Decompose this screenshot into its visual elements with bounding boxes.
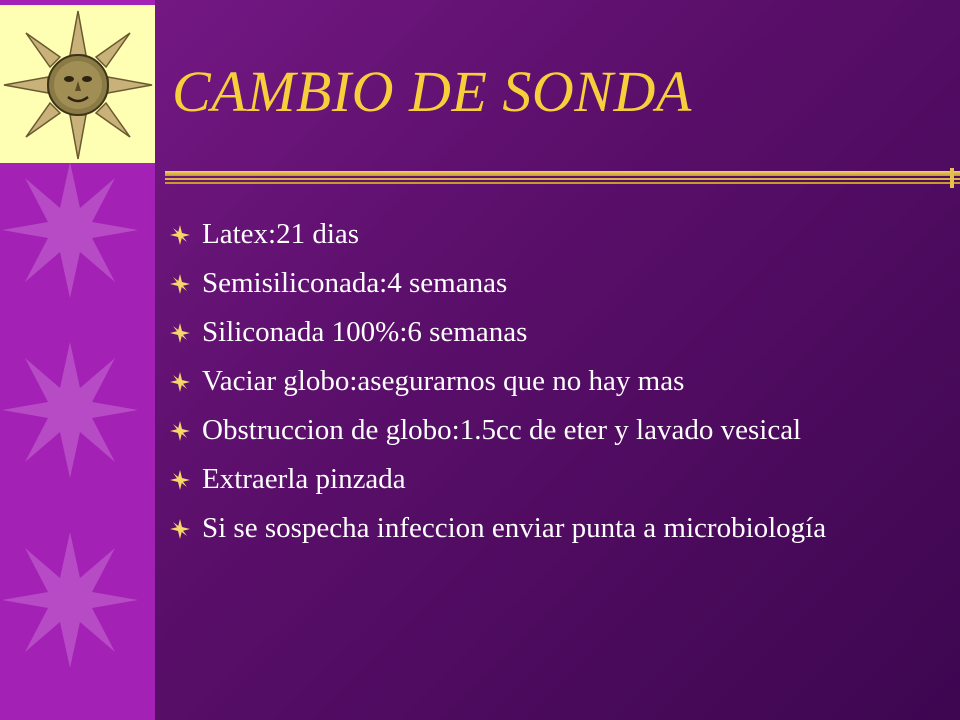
star-icon [170, 225, 190, 245]
bullet-text: Si se sospecha infeccion enviar punta a microbiología [202, 512, 827, 544]
sunburst-icon [2, 162, 138, 298]
sunburst-icon [2, 532, 138, 668]
star-icon [170, 519, 190, 539]
bullet-item [170, 218, 930, 251]
bullet-item [170, 365, 930, 398]
star-icon [170, 274, 190, 294]
bullet-text: Obstruccion de globo:1.5cc de eter y lavado vesical [202, 414, 802, 446]
bullet-text: Semisiliconada:4 semanas [202, 267, 508, 299]
bullet-item [170, 414, 930, 447]
slide-title: CAMBIO DE SONDA [172, 59, 692, 124]
sunburst-icon [2, 342, 138, 478]
star-icon [170, 323, 190, 343]
star-icon [170, 372, 190, 392]
bullet-list [170, 218, 930, 561]
logo-box [0, 5, 155, 163]
star-icon [170, 470, 190, 490]
bullet-text: Siliconada 100%:6 semanas [202, 316, 528, 348]
bullet-text: Vaciar globo:asegurarnos que no hay mas [202, 365, 685, 397]
bullet-item [170, 512, 930, 545]
bullet-item [170, 267, 930, 300]
bullet-item [170, 316, 930, 349]
sunburst-decoration [0, 160, 155, 720]
bullet-item [170, 463, 930, 496]
sun-face-icon [0, 5, 155, 163]
bullet-text: Extraerla pinzada [202, 463, 406, 495]
star-icon [170, 421, 190, 441]
bullet-text: Latex:21 dias [202, 218, 360, 250]
title-divider [165, 168, 960, 190]
